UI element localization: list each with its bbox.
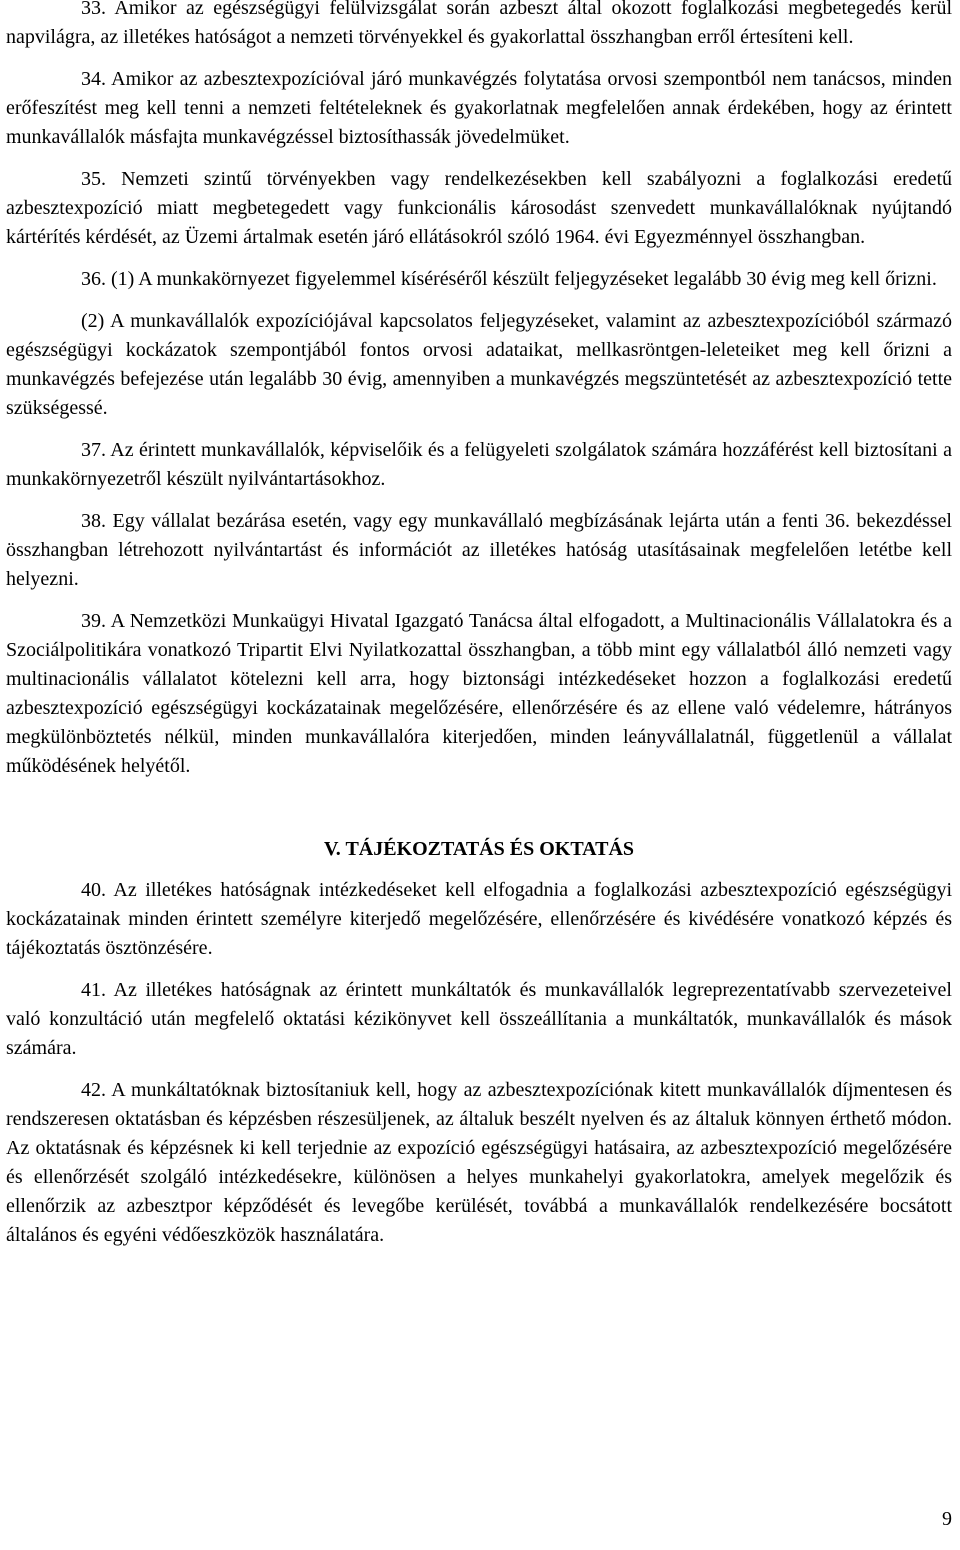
paragraph-41: 41. Az illetékes hatóságnak az érintett munkáltatók és munkavállalók legreprezentatívabb szervezeteivel való konzultáció után megfelelő oktatási kézikönyvet kell összeállítania a munkáltatók, munkavállalók és mások számára. (6, 979, 952, 1059)
section-heading: V. TÁJÉKOZTATÁS ÉS OKTATÁS (323, 838, 635, 860)
paragraph-37: 37. Az érintett munkavállalók, képviselőik és a felügyeleti szolgálatok számára hozzáférést kell biztosítani a munkakörnyezetről készült nyilvántartásokhoz. (6, 439, 952, 490)
paragraph-40: 40. Az illetékes hatóságnak intézkedéseket kell elfogadnia a foglalkozási azbesztexpozíció egészségügyi kockázatainak minden érintett személyre kiterjedő megelőzésére, ellenőrzésére és kivédésére vonatkozó képzés és tájékoztatás ösztönzésére. (6, 879, 952, 959)
paragraph-39: 39. A Nemzetközi Munkaügyi Hivatal Igazgató Tanácsa által elfogadott, a Multinacionális Vállalatokra és a Szociálpolitikára vonatkozó Tripartit Elvi Nyilatkozattal összhangban, a több mint egy vállalatból álló nemzeti vagy multinacionális vállalatot kötelezni kell arra, hogy biztonsági intézkedéseket hozzon a foglalkozási eredetű azbesztexpozíció egészségügyi kockázatainak megelőzésére, ellenőrzésére és az ellene való védelemre, hátrányos megkülönböztetés nélkül, minden munkavállalóra kiterjedően, minden leányvállalatnál, függetlenül a vállalat működésének helyétől. (6, 610, 952, 777)
paragraph-35: 35. Nemzeti szintű törvényekben vagy rendelkezésekben kell szabályozni a foglalkozási eredetű azbesztexpozíció miatt megbetegedett vagy funkcionális károsodást szenvedett munkavállalóknak nyújtandó kártérítés kérdését, az Üzemi ártalmak esetén járó ellátásokról szóló 1964. évi Egyezménnyel összhangban. (6, 168, 952, 248)
paragraph-33: 33. Amikor az egészségügyi felülvizsgálat során azbeszt által okozott foglalkozási megbetegedés kerül napvilágra, az illetékes hatóságot a nemzeti törvényekkel és gyakorlattal összhangban erről értesíteni kell. (6, 0, 952, 48)
paragraph-38: 38. Egy vállalat bezárása esetén, vagy egy munkavállaló megbízásának lejárta után a fenti 36. bekezdéssel összhangban létrehozott nyilvántartást és információt az illetékes hatóság utasításainak megfelelően letétbe kell helyezni. (6, 510, 952, 590)
paragraph-42: 42. A munkáltatóknak biztosítaniuk kell, hogy az azbesztexpozíciónak kitett munkavállalók díjmentesen és rendszeresen oktatásban és képzésben részesüljenek, az általuk beszélt nyelven és az általuk könnyen érthető módon. Az oktatásnak és képzésnek ki kell terjednie az expozíció egészségügyi hatásaira, az azbesztexpozíció megelőzésére és ellenőrzését szolgáló intézkedésekre, különösen a helyes munkahelyi gyakorlatokra, amelyek megelőzik és ellenőrzik az azbesztpor képződését és levegőbe kerülését, továbbá a munkavállalók rendelkezésére bocsátott általános és egyéni védőeszközök használatára. (6, 1079, 952, 1246)
paragraph-36-1: 36. (1) A munkakörnyezet figyelemmel kíséréséről készült feljegyzéseket legalább 30 évig meg kell őrizni. (81, 268, 937, 290)
page-number: 9 (942, 1508, 952, 1530)
paragraph-34: 34. Amikor az azbesztexpozícióval járó munkavégzés folytatása orvosi szempontból nem tanácsos, minden erőfeszítést meg kell tenni a nemzeti feltételeknek és gyakorlatnak megfelelően annak érdekében, hogy az érintett munkavállalók másfajta munkavégzéssel biztosíthassák jövedelmüket. (6, 68, 952, 148)
document-page (6, 0, 952, 1250)
paragraph-36-2: (2) A munkavállalók expozíciójával kapcsolatos feljegyzéseket, valamint az azbesztexpozícióból származó egészségügyi kockázatok szempontjából fontos orvosi adataikat, mellkasröntgen-leleteiket meg kell őrizni a munkavégzés befejezése után legalább 30 évig, amennyiben a munkavégzés megszüntetését az azbesztexpozíció tette szükségessé. (6, 310, 952, 419)
